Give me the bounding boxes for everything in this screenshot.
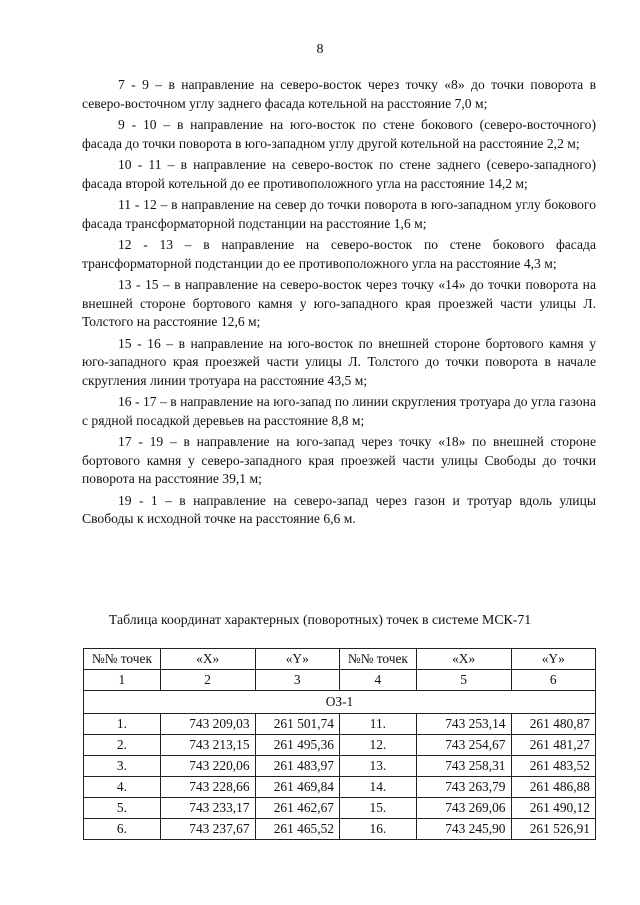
x-coordinate-cell: 743 263,79 [416,777,511,798]
point-number-cell: 5. [84,798,161,819]
coordinates-table [83,648,596,840]
segment-paragraph: 17 - 19 – в направление на юго-запад через точку «18» по внешней стороне бортового камня у северо-западного края проезжей части улицы Свободы до точки поворота на расстояние 39,1 м; [82,434,596,486]
table-row [84,735,596,756]
table-row [84,819,596,840]
x-coordinate-cell: 743 258,31 [416,756,511,777]
y-coordinate-cell: 261 462,67 [255,798,339,819]
y-coordinate-cell: 261 486,88 [511,777,596,798]
column-number-cell: 4 [339,670,416,691]
table-row [84,714,596,735]
segment-paragraph: 7 - 9 – в направление на северо-восток через точку «8» до точки поворота в северо-восточном углу заднего фасада котельной на расстояние 7,0 м; [82,77,596,111]
table-row [84,756,596,777]
segment-paragraph: 19 - 1 – в направление на северо-запад через газон и тротуар вдоль улицы Свободы к исходной точке на расстояние 6,6 м. [82,492,596,526]
point-number-cell: 14. [339,777,416,798]
table-header-row [84,649,596,670]
page-number: 8 [316,42,324,57]
x-coordinate-cell: 743 233,17 [160,798,255,819]
point-number-cell: 12. [339,735,416,756]
segment-paragraph: 11 - 12 – в направление на север до точки поворота в юго-западном углу бокового фасада трансформаторной подстанции на расстояние 1,6 м; [82,197,596,231]
column-number-cell: 3 [255,670,339,691]
y-coordinate-cell: 261 526,91 [511,819,596,840]
segment-paragraph: 12 - 13 – в направление на северо-восток по стене бокового фасада трансформаторной подстанции до ее противоположного угла на расстояние 4,3 м; [82,237,596,271]
x-coordinate-cell: 743 245,90 [416,819,511,840]
y-coordinate-cell: 261 469,84 [255,777,339,798]
y-coordinate-cell: 261 501,74 [255,714,339,735]
y-coordinate-cell: 261 481,27 [511,735,596,756]
header-cell: «X» [416,649,511,670]
y-coordinate-cell: 261 480,87 [511,714,596,735]
y-coordinate-cell: 261 483,97 [255,756,339,777]
table-row [84,777,596,798]
point-number-cell: 4. [84,777,161,798]
segment-paragraph: 16 - 17 – в направление на юго-запад по линии скругления тротуара до угла газона с рядной посадкой деревьев на расстояние 8,8 м; [82,394,596,428]
point-number-cell: 15. [339,798,416,819]
x-coordinate-cell: 743 237,67 [160,819,255,840]
x-coordinate-cell: 743 269,06 [416,798,511,819]
x-coordinate-cell: 743 220,06 [160,756,255,777]
x-coordinate-cell: 743 213,15 [160,735,255,756]
point-number-cell: 2. [84,735,161,756]
boundary-description [82,76,596,532]
segment-paragraph: 9 - 10 – в направление на юго-восток по стене бокового (северо-восточного) фасада до точки поворота в юго-западном углу другой котельной на расстояние 2,2 м; [82,117,596,151]
y-coordinate-cell: 261 465,52 [255,819,339,840]
x-coordinate-cell: 743 228,66 [160,777,255,798]
column-number-row [84,670,596,691]
point-number-cell: 1. [84,714,161,735]
column-number-cell: 5 [416,670,511,691]
segment-paragraph: 15 - 16 – в направление на юго-восток по внешней стороне бортового камня у юго-западного края проезжей части улицы Л. Толстого до точки поворота в начале скругления линии тротуара на расстояние 43,5 м; [82,335,596,388]
section-row [84,691,596,714]
table-row [84,798,596,819]
point-number-cell: 11. [339,714,416,735]
header-cell: «Y» [255,649,339,670]
section-label: ОЗ-1 [84,691,596,714]
header-cell: №№ точек [84,649,161,670]
header-cell: «X» [160,649,255,670]
x-coordinate-cell: 743 253,14 [416,714,511,735]
segment-paragraph: 10 - 11 – в направление на северо-восток по стене заднего (северо-западного) фасада второй котельной до ее противоположного угла на расстояние 14,2 м; [82,157,596,191]
point-number-cell: 16. [339,819,416,840]
x-coordinate-cell: 743 209,03 [160,714,255,735]
point-number-cell: 13. [339,756,416,777]
column-number-cell: 2 [160,670,255,691]
x-coordinate-cell: 743 254,67 [416,735,511,756]
y-coordinate-cell: 261 490,12 [511,798,596,819]
y-coordinate-cell: 261 483,52 [511,756,596,777]
segment-paragraph: 13 - 15 – в направление на северо-восток через точку «14» до точки поворота на внешней стороне бортового камня у юго-западного края проезжей части улицы Л. Толстого на расстояние 12,6 м; [82,277,596,329]
header-cell: №№ точек [339,649,416,670]
point-number-cell: 3. [84,756,161,777]
table-title: Таблица координат характерных (поворотных) точек в системе МСК-71 [108,612,532,627]
y-coordinate-cell: 261 495,36 [255,735,339,756]
column-number-cell: 6 [511,670,596,691]
point-number-cell: 6. [84,819,161,840]
column-number-cell: 1 [84,670,161,691]
header-cell: «Y» [511,649,596,670]
